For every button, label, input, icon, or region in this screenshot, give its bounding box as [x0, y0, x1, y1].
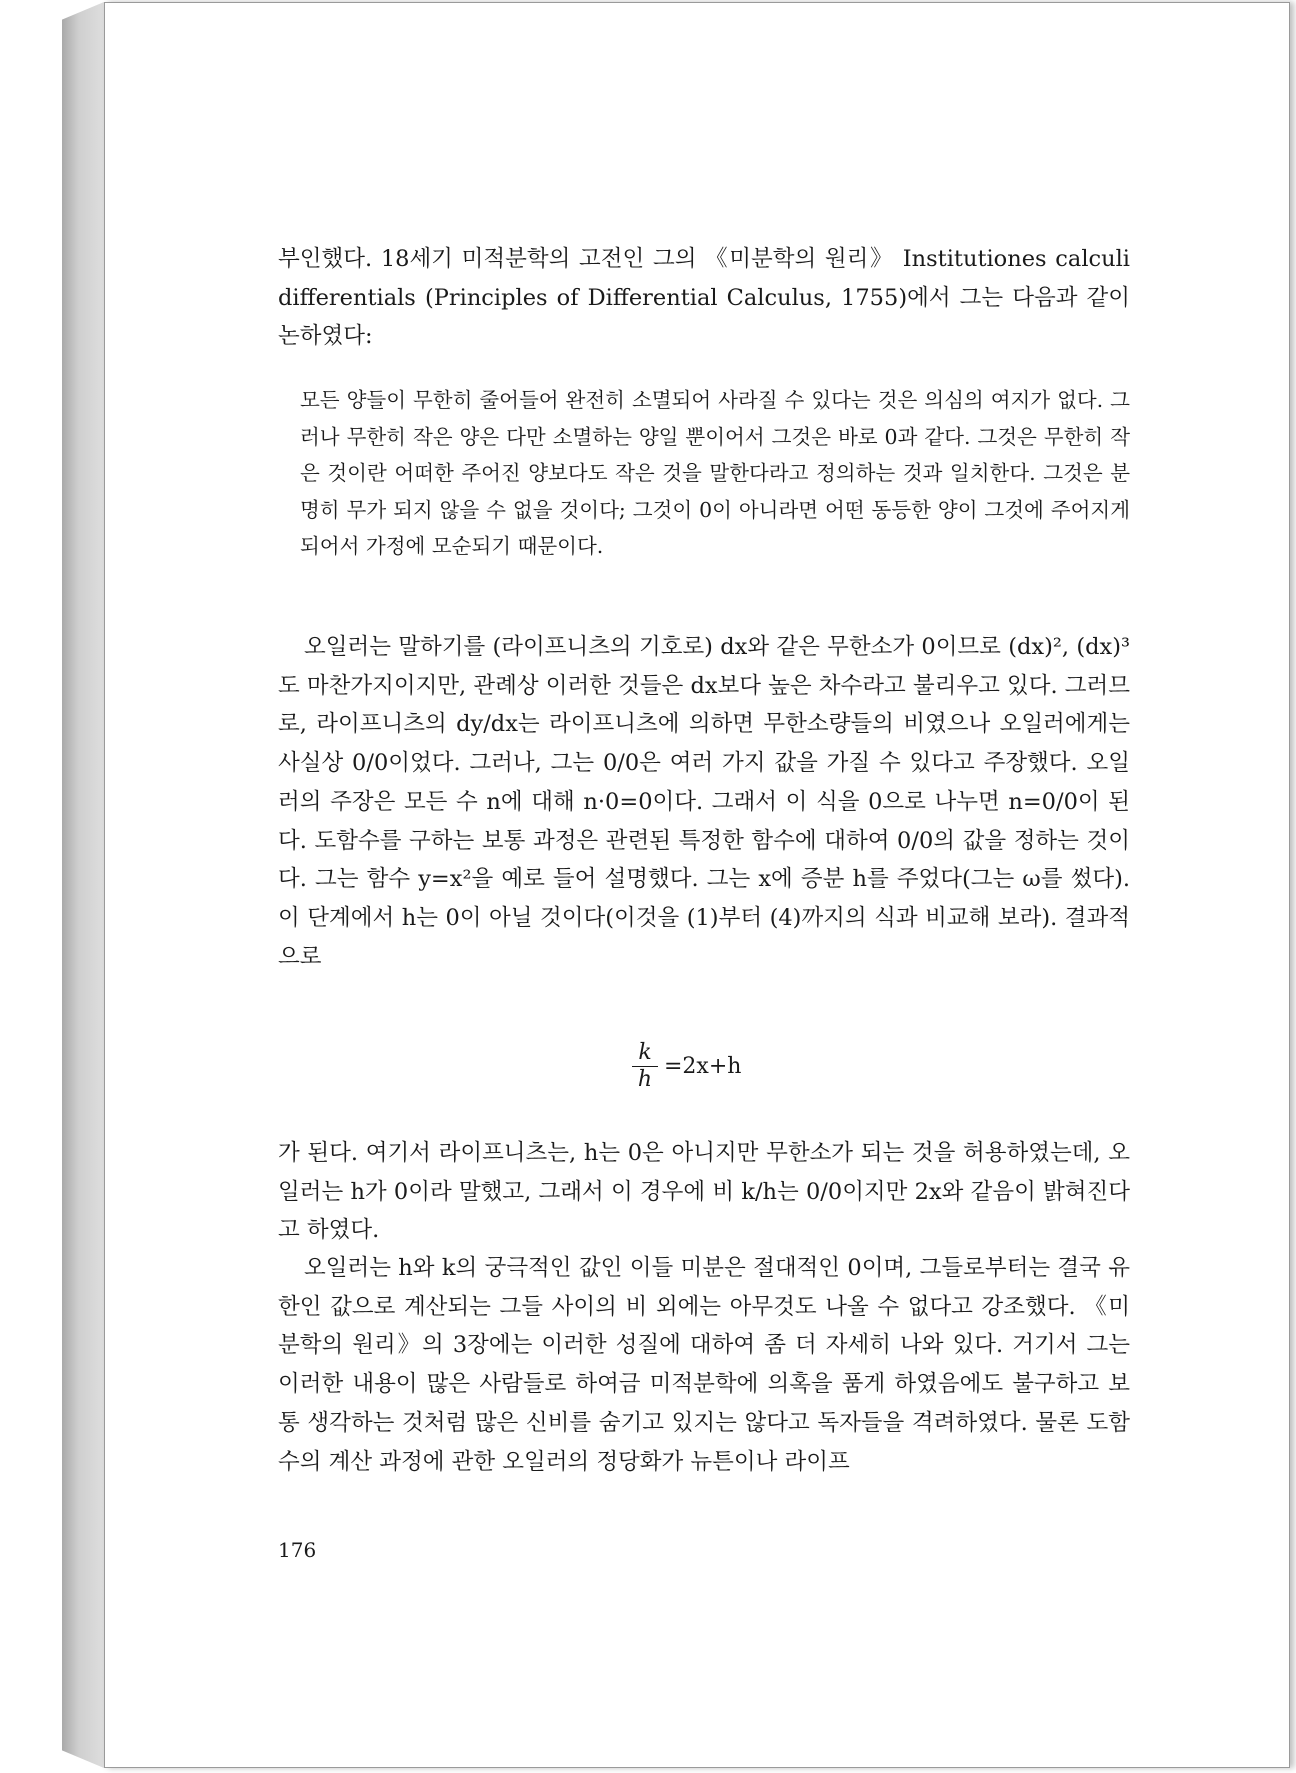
paragraph-euler: 오일러는 말하기를 (라이프니츠의 기호로) dx와 같은 무한소가 0이므로 (dx)², (dx)³도 마찬가지이지만, 관례상 이러한 것들은 dx보다 높은 차수라고 불리우고 있다. 그러므로, 라이프니츠의 dy/dx는 라이프니츠에 의하면 무한소량들의 비였으나 오일러에게는 사실상 0/0이었다. 그러나, 그는 0/0은 여러 가지 값을 가질 수 있다고 주장했다. 오일러의 주장은 모든 수 n에 대해 n·0=0이다. 그래서 이 식을 0으로 나누면 n=0/0이 된다. 도함수를 구하는 보통 과정은 관련된 특정한 함수에 대하여 0/0의 값을 정하는 것이다. 그는 함수 y=x²을 예로 들어 설명했다. 그는 x에 증분 h를 주었다(그는 ω를 썼다). 이 단계에서 h는 0이 아닐 것이다(이것을 (1)부터 (4)까지의 식과 비교해 보라). 결과적으로	[278, 634, 1130, 970]
block-quote: 모든 양들이 무한히 줄어들어 완전히 소멸되어 사라질 수 있다는 것은 의심의 여지가 없다. 그러나 무한히 작은 양은 다만 소멸하는 양일 뿐이어서 그것은 바로 0과 같다. 그것은 무한히 작은 것이란 어떠한 주어진 양보다도 작은 것을 말한다라고 정의하는 것과 일치한다. 그것은 분명히 무가 되지 않을 수 없을 것이다; 그것이 0이 아니라면 어떤 동등한 양이 그것에 주어지게 되어서 가정에 모순되기 때문이다.	[300, 388, 1130, 558]
formula-rhs: =2x+h	[664, 1054, 742, 1079]
formula-fraction	[630, 1040, 660, 1093]
book-spine	[62, 2, 104, 1768]
formula	[620, 1040, 820, 1100]
page-number: 176	[278, 1538, 317, 1562]
paragraph-final: 오일러는 h와 k의 궁극적인 값인 이들 미분은 절대적인 0이며, 그들로부터는 결국 유한인 값으로 계산되는 그들 사이의 비 외에는 아무것도 나올 수 없다고 강조했다. 《미분학의 원리》의 3장에는 이러한 성질에 대하여 좀 더 자세히 나와 있다. 거기서 그는 이러한 내용이 많은 사람들로 하여금 미적분학에 의혹을 품게 하였음에도 불구하고 보통 생각하는 것처럼 많은 신비를 숨기고 있지는 않다고 독자들을 격려하였다. 물론 도함수의 계산 과정에 관한 오일러의 정당화가 뉴튼이나 라이프	[278, 1255, 1130, 1475]
paragraph-after-formula: 가 된다. 여기서 라이프니츠는, h는 0은 아니지만 무한소가 되는 것을 허용하였는데, 오일러는 h가 0이라 말했고, 그래서 이 경우에 비 k/h는 0/0이지만 2x와 같음이 밝혀진다고 하였다.	[278, 1140, 1130, 1244]
paragraph-intro: 부인했다. 18세기 미적분학의 고전인 그의 《미분학의 원리》 Institutiones calculi differentials (Principles of Differential Calculus, 1755)에서 그는 다음과 같이 논하였다:	[278, 246, 1130, 350]
formula-denominator: h	[637, 1067, 653, 1092]
formula-numerator: k	[638, 1040, 652, 1065]
